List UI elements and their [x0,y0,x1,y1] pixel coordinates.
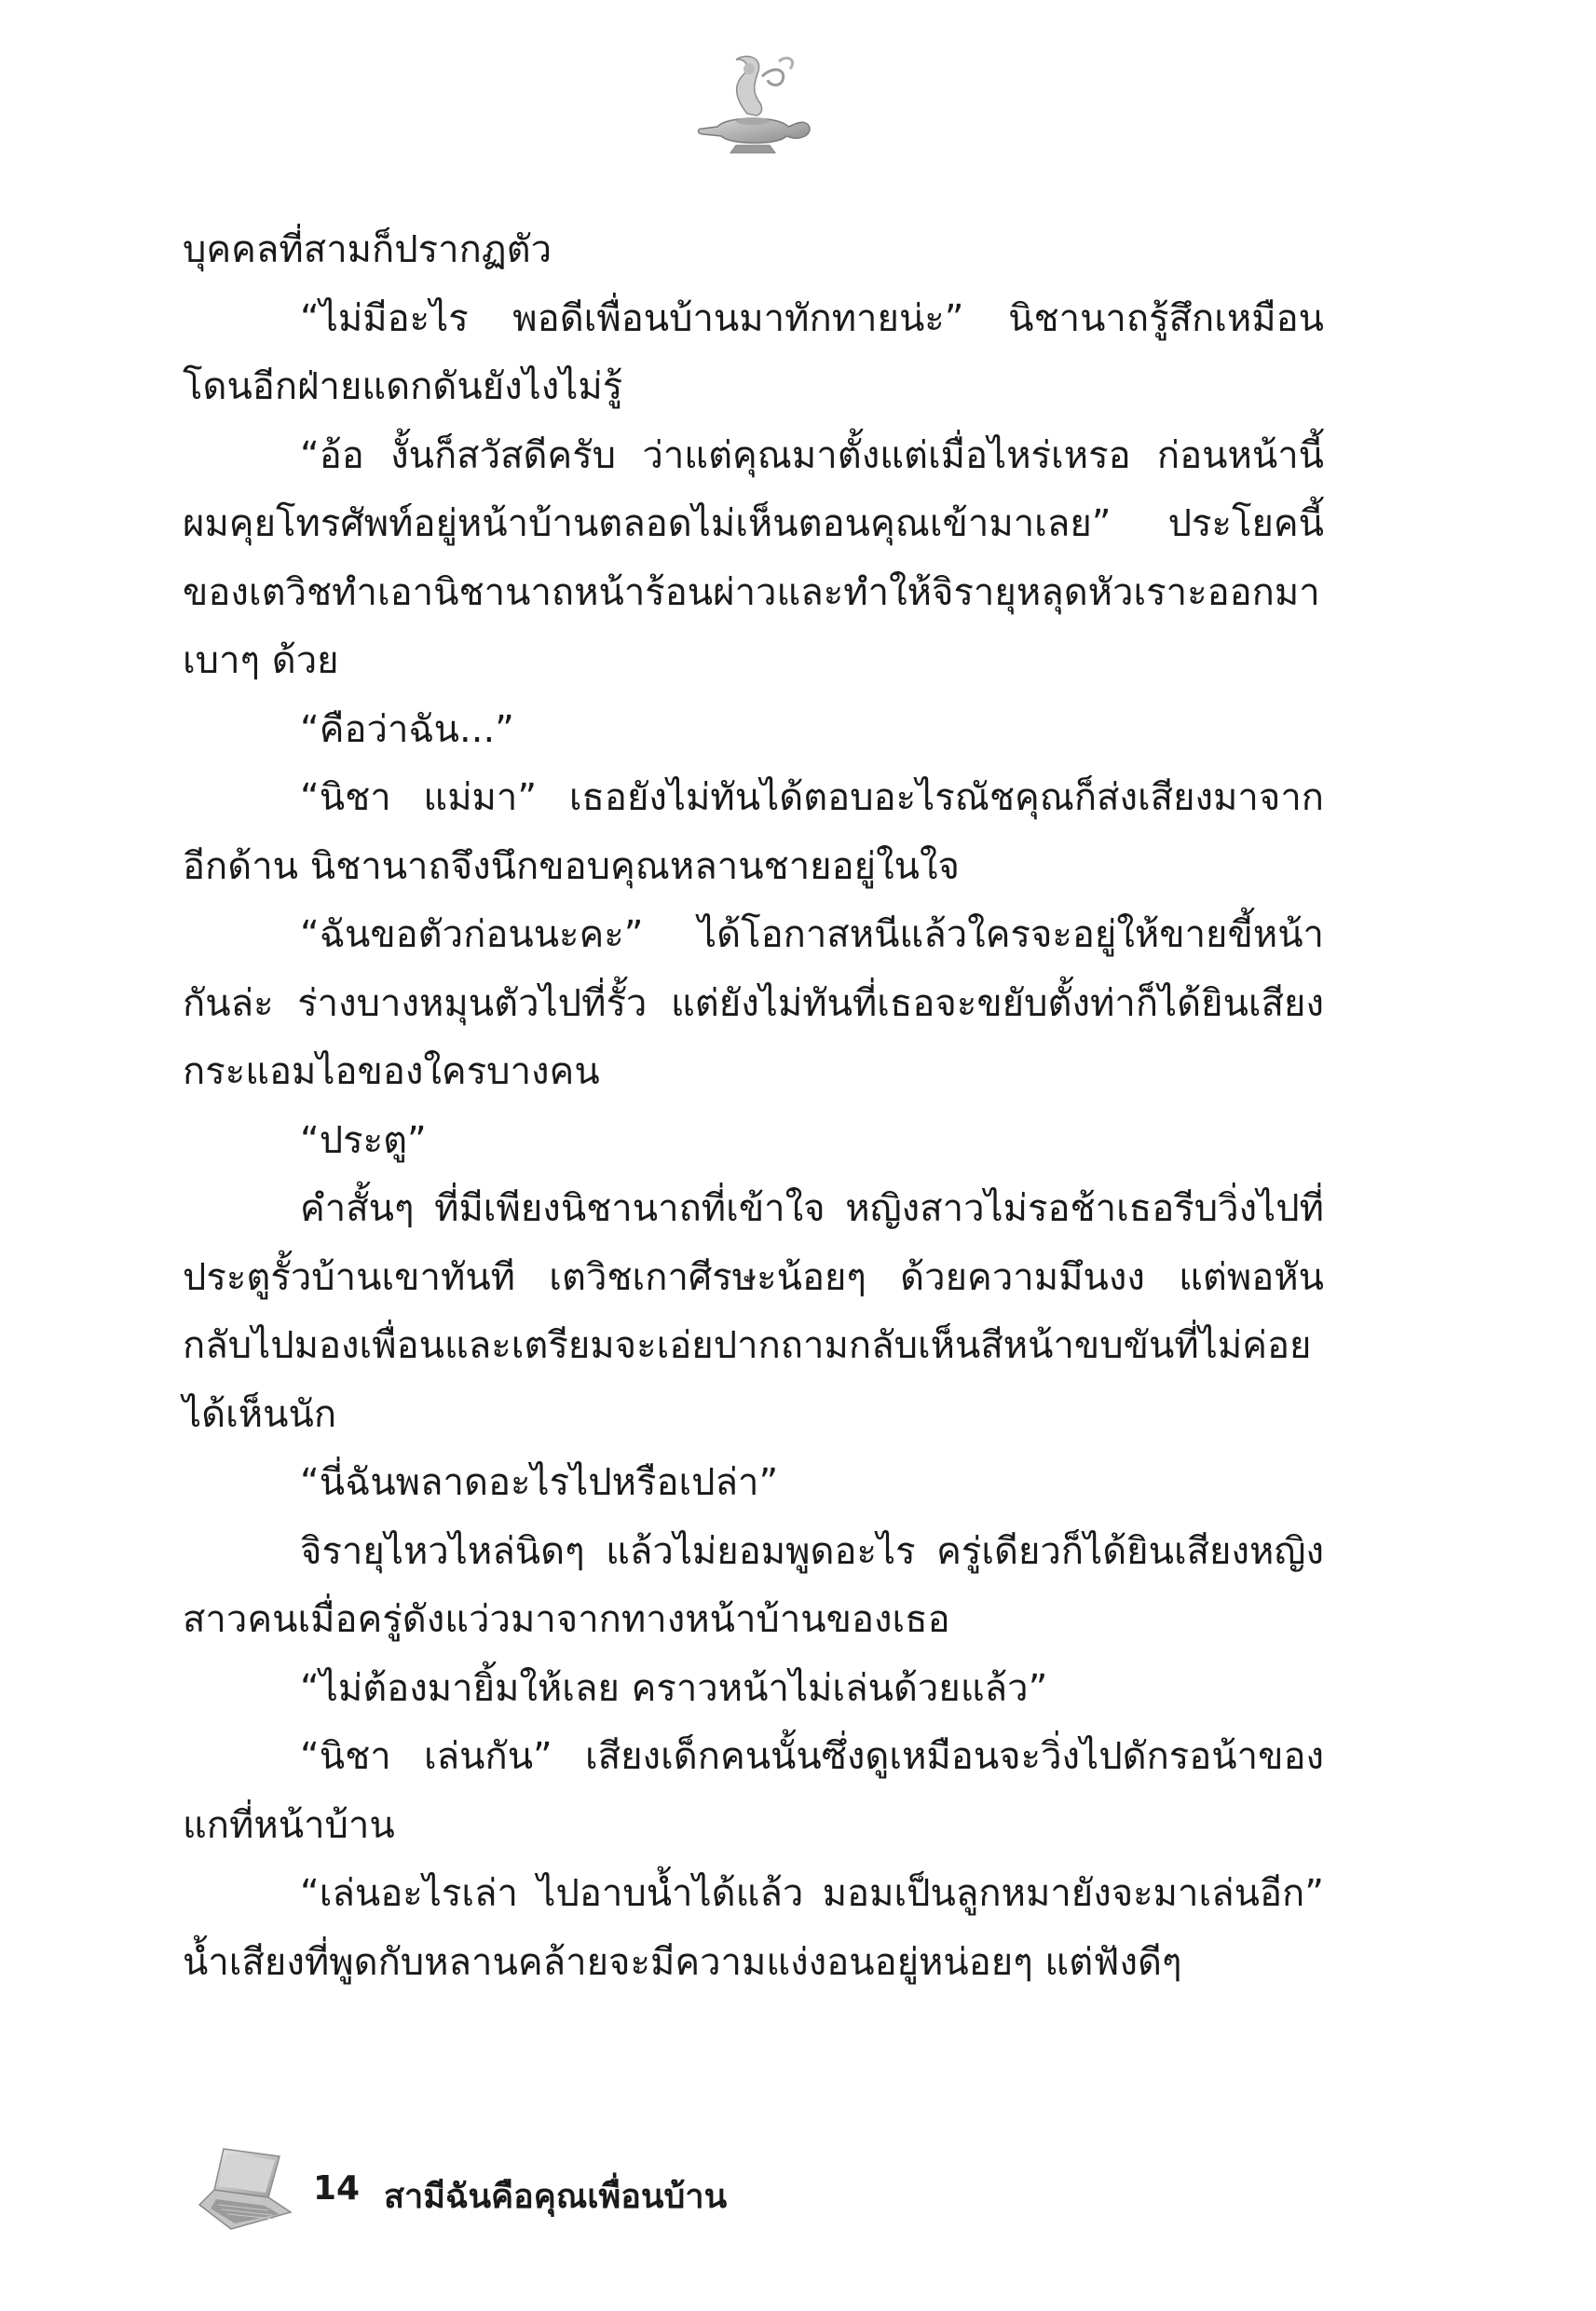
paragraph: “นิชา แม่มา” เธอยังไม่ทันได้ตอบอะไรณัชคุณก็ส่งเสียงมาจากอีกด้าน นิชานาถจึงนึกขอบคุณหลานชายอยู่ในใจ [183,776,1324,888]
laptop-icon [194,2143,296,2236]
paragraph: “ไม่มีอะไร พอดีเพื่อนบ้านมาทักทายน่ะ” นิชานาถรู้สึกเหมือนโดนอีกฝ่ายแดกดันยังไงไม่รู้ [183,296,1324,408]
paragraph: “ประตู” [300,1118,427,1162]
paragraph: คำสั้นๆ ที่มีเพียงนิชานาถที่เข้าใจ หญิงสาวไม่รอช้าเธอรีบวิ่งไปที่ประตูรั้วบ้านเขาทันที เตวิชเกาศีรษะน้อยๆ ด้วยความมึนงง แต่พอหันกลับไปมองเพื่อนและเตรียมจะเอ่ยปากถามกลับเห็นสีหน้าขบขันที่ไม่ค่อยได้เห็นนัก [183,1187,1324,1436]
paragraph: “นิชา เล่นกัน” เสียงเด็กคนนั้นซึ่งดูเหมือนจะวิ่งไปดักรอน้าของแกที่หน้าบ้าน [183,1735,1324,1847]
page-footer [183,2143,1021,2246]
genie-lamp-icon [689,48,820,160]
paragraph: บุคคลที่สามก็ปรากฏตัว [183,228,552,271]
book-title: สามีฉันคือคุณเพื่อนบ้าน [384,2178,728,2216]
paragraph: “ไม่ต้องมายิ้มให้เลย คราวหน้าไม่เล่นด้วยแล้ว” [300,1666,1048,1710]
paragraph: จิรายุไหวไหล่นิดๆ แล้วไม่ยอมพูดอะไร ครู่เดียวก็ได้ยินเสียงหญิงสาวคนเมื่อครู่ดังแว่วมาจากทางหน้าบ้านของเธอ [183,1529,1324,1641]
paragraph: “เล่นอะไรเล่า ไปอาบน้ำได้แล้ว มอมเป็นลูกหมายังจะมาเล่นอีก” น้ำเสียงที่พูดกับหลานคล้ายจะมีความแง่งอนอยู่หน่อยๆ แต่ฟังดีๆ [183,1872,1324,1984]
page-number: 14 [313,2169,361,2208]
paragraph: “อ้อ งั้นก็สวัสดีครับ ว่าแต่คุณมาตั้งแต่เมื่อไหร่เหรอ ก่อนหน้านี้ผมคุยโทรศัพท์อยู่หน้าบ้านตลอดไม่เห็นตอนคุณเข้ามาเลย” ประโยคนี้ของเตวิชทำเอานิชานาถหน้าร้อนผ่าวและทำให้จิรายุหลุดหัวเราะออกมาเบาๆ ด้วย [183,433,1324,682]
paragraph: “ฉันขอตัวก่อนนะคะ” ได้โอกาสหนีแล้วใครจะอยู่ให้ขายขี้หน้ากันล่ะ ร่างบางหมุนตัวไปที่รั้ว แต่ยังไม่ทันที่เธอจะขยับตั้งท่าก็ได้ยินเสียงกระแอมไอของใครบางคน [183,913,1324,1093]
paragraph: “คือว่าฉัน...” [300,707,514,751]
body-text [183,216,1324,1997]
paragraph: “นี่ฉันพลาดอะไรไปหรือเปล่า” [300,1461,779,1504]
